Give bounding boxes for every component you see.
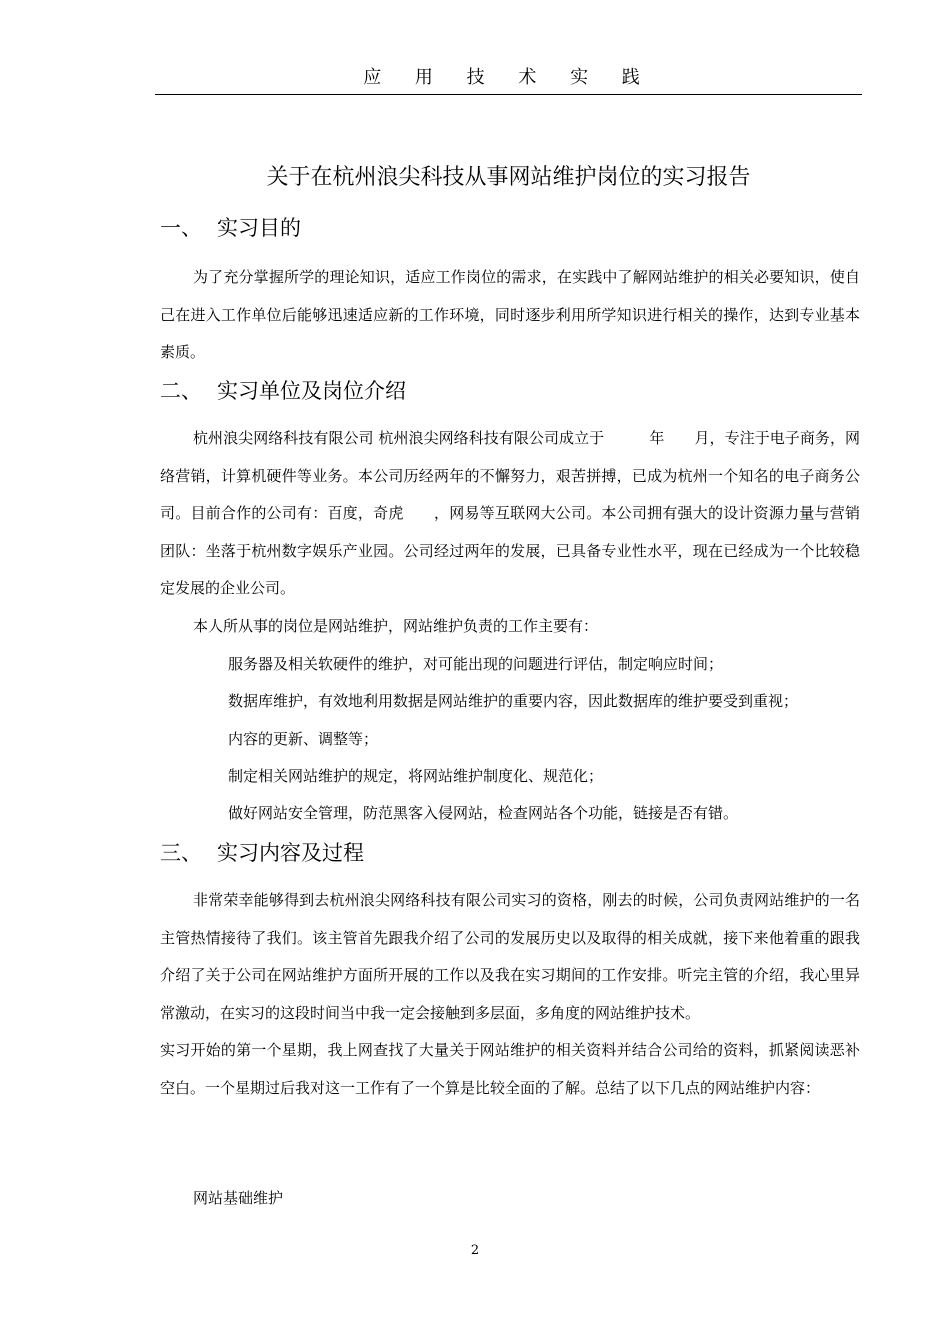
section-number: 三、 (160, 841, 202, 865)
paragraph: 非常荣幸能够得到去杭州浪尖网络科技有限公司实习的资格，刚去的时候，公司负责网站维护的一名主管热情接待了我们。该主管首先跟我介绍了公司的发展历史以及取得的相关成就，接下来他着重的跟我介绍了关于公司在网站维护方面所开展的工作以及我在实习期间的工作安排。听完主管的介绍，我心里异常激动，在实习的这段时间当中我一定会接触到多层面，多角度的网站维护技术。 (160, 891, 860, 1022)
page-number: 2 (470, 1243, 480, 1258)
section-title: 实习目的 (217, 216, 301, 240)
duties-intro: 本人所从事的岗位是网站维护，网站维护负责的工作主要有： (193, 617, 599, 635)
paragraph: 杭州浪尖网络科技有限公司 杭州浪尖网络科技有限公司成立于 年 月，专注于电子商务，网络营销，计算机硬件等业务。本公司历经两年的不懈努力，艰苦拼搏，已成为杭州一个知名的电子商务公司。目前合作的公司有：百度，奇虎 ，网易等互联网大公司。本公司拥有强大的设计资源力量与营销团队：坐落于杭州数字娱乐产业园。公司经过两年的发展，已具备专业性水平，现在已经成为一个比较稳定发展的企业公司。 (160, 429, 860, 597)
section-heading-3 (160, 839, 364, 867)
section-heading-1 (160, 214, 301, 242)
subsection-label: 网站基础维护 (193, 1189, 284, 1207)
section-title: 实习单位及岗位介绍 (217, 379, 406, 403)
section-2-body (160, 420, 860, 608)
duty-item: 做好网站安全管理，防范黑客入侵网站，检查网站各个功能，链接是否有错。 (228, 804, 739, 822)
section-1-body (160, 259, 860, 372)
duty-item: 服务器及相关软硬件的维护，对可能出现的问题进行评估，制定响应时间； (228, 655, 724, 673)
paragraph: 为了充分掌握所学的理论知识，适应工作岗位的需求，在实践中了解网站维护的相关必要知识，使自己在进入工作单位后能够迅速适应新的工作环境，同时逐步利用所学知识进行相关的操作，达到专业基本素质。 (160, 268, 860, 361)
section-number: 一、 (160, 216, 202, 240)
duty-item: 制定相关网站维护的规定，将网站维护制度化、规范化； (228, 767, 604, 785)
running-header: 应 用 技 术 实 践 (363, 67, 654, 88)
duty-item: 数据库维护，有效地利用数据是网站维护的重要内容，因此数据库的维护要受到重视； (228, 692, 799, 710)
paragraph: 实习开始的第一个星期，我上网查找了大量关于网站维护的相关资料并结合公司给的资料，抓紧阅读恶补空白。一个星期过后我对这一工作有了一个算是比较全面的了解。总结了以下几点的网站维护内容： (160, 1041, 860, 1097)
section-3-body (160, 882, 860, 1107)
document-title: 关于在杭州浪尖科技从事网站维护岗位的实习报告 (266, 165, 751, 190)
section-heading-2 (160, 377, 406, 405)
section-number: 二、 (160, 379, 202, 403)
section-title: 实习内容及过程 (217, 841, 364, 865)
duty-item: 内容的更新、调整等； (228, 730, 379, 748)
header-rule (155, 94, 862, 95)
